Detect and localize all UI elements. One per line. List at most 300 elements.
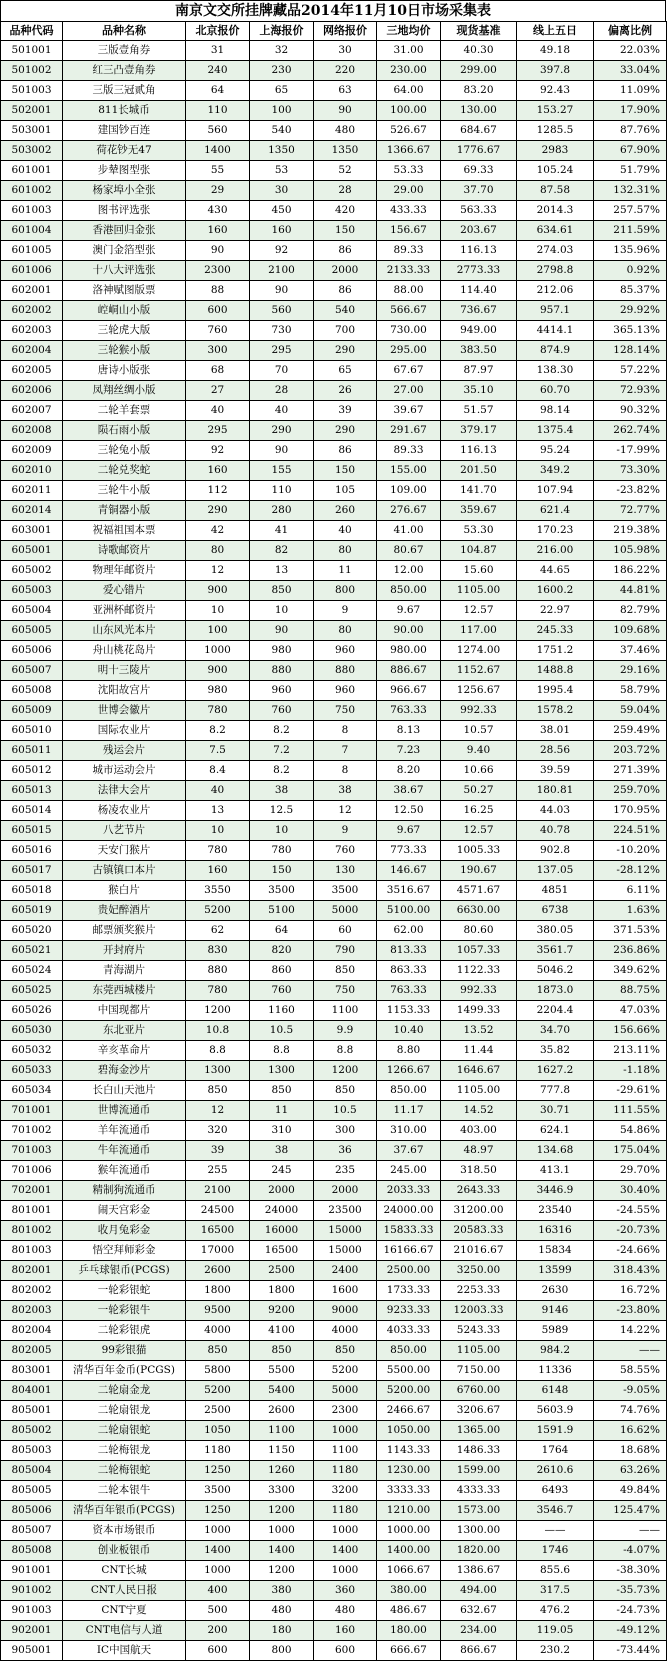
cell-deviation-ratio: 47.03% <box>594 1001 667 1021</box>
cell-spot-benchmark: 2773.33 <box>441 261 517 281</box>
table-row <box>1 1041 667 1061</box>
cell-code: 802002 <box>1 1281 63 1301</box>
cell-beijing-price: 880 <box>186 961 250 981</box>
cell-beijing-price: 980 <box>186 681 250 701</box>
cell-beijing-price: 5800 <box>186 1361 250 1381</box>
cell-name: 澳门金箔型张 <box>63 241 186 261</box>
cell-shanghai-price: 2100 <box>250 261 314 281</box>
cell-name: 世博会徽片 <box>63 701 186 721</box>
cell-average-price: 566.67 <box>377 301 441 321</box>
cell-online-price: 1180 <box>314 1501 377 1521</box>
cell-deviation-ratio: 37.46% <box>594 641 667 661</box>
cell-spot-benchmark: 83.20 <box>441 81 517 101</box>
cell-name: 二轮彩银虎 <box>63 1321 186 1341</box>
cell-beijing-price: 16500 <box>186 1221 250 1241</box>
cell-name: 乒乓球银币(PCGS) <box>63 1261 186 1281</box>
cell-deviation-ratio: 74.76% <box>594 1401 667 1421</box>
cell-beijing-price: 10.8 <box>186 1021 250 1041</box>
cell-online-five-day: 245.33 <box>517 621 594 641</box>
cell-shanghai-price: 40 <box>250 401 314 421</box>
cell-code: 605007 <box>1 661 63 681</box>
cell-beijing-price: 112 <box>186 481 250 501</box>
cell-name: 三版三冠贰角 <box>63 81 186 101</box>
cell-spot-benchmark: 632.67 <box>441 1601 517 1621</box>
table-row <box>1 441 667 461</box>
cell-deviation-ratio: -28.12% <box>594 861 667 881</box>
cell-online-price: 15000 <box>314 1241 377 1261</box>
cell-average-price: 486.67 <box>377 1601 441 1621</box>
cell-beijing-price: 68 <box>186 361 250 381</box>
cell-online-price: 850 <box>314 1081 377 1101</box>
cell-shanghai-price: 450 <box>250 201 314 221</box>
cell-code: 602003 <box>1 321 63 341</box>
cell-online-five-day: 137.05 <box>517 861 594 881</box>
cell-beijing-price: 1400 <box>186 141 250 161</box>
cell-beijing-price: 1000 <box>186 1561 250 1581</box>
cell-spot-benchmark: 50.27 <box>441 781 517 801</box>
cell-beijing-price: 39 <box>186 1141 250 1161</box>
cell-online-price: 1400 <box>314 1541 377 1561</box>
cell-average-price: 310.00 <box>377 1121 441 1141</box>
cell-online-price: 60 <box>314 921 377 941</box>
cell-code: 501002 <box>1 61 63 81</box>
cell-average-price: 12.00 <box>377 561 441 581</box>
cell-average-price: 773.33 <box>377 841 441 861</box>
cell-name: 建国钞百连 <box>63 121 186 141</box>
cell-online-five-day: 28.56 <box>517 741 594 761</box>
cell-average-price: 666.67 <box>377 1641 441 1661</box>
table-row <box>1 1401 667 1421</box>
cell-spot-benchmark: 87.97 <box>441 361 517 381</box>
cell-average-price: 11.17 <box>377 1101 441 1121</box>
cell-deviation-ratio: 14.22% <box>594 1321 667 1341</box>
cell-online-five-day: 317.5 <box>517 1581 594 1601</box>
cell-shanghai-price: 41 <box>250 521 314 541</box>
cell-online-price: 290 <box>314 421 377 441</box>
cell-code: 805002 <box>1 1421 63 1441</box>
cell-code: 805003 <box>1 1441 63 1461</box>
cell-average-price: 100.00 <box>377 101 441 121</box>
cell-online-five-day: 95.24 <box>517 441 594 461</box>
table-row <box>1 1381 667 1401</box>
cell-code: 901002 <box>1 1581 63 1601</box>
cell-name: 三轮猴小版 <box>63 341 186 361</box>
cell-deviation-ratio: 6.11% <box>594 881 667 901</box>
cell-online-five-day: 35.82 <box>517 1041 594 1061</box>
cell-spot-benchmark: 1105.00 <box>441 581 517 601</box>
cell-deviation-ratio: 22.03% <box>594 41 667 61</box>
cell-deviation-ratio: 33.04% <box>594 61 667 81</box>
cell-deviation-ratio: 29.92% <box>594 301 667 321</box>
cell-deviation-ratio: 85.37% <box>594 281 667 301</box>
cell-shanghai-price: 980 <box>250 641 314 661</box>
cell-shanghai-price: 90 <box>250 621 314 641</box>
cell-name: 东莞西城楼片 <box>63 981 186 1001</box>
cell-code: 804001 <box>1 1381 63 1401</box>
cell-beijing-price: 8.2 <box>186 721 250 741</box>
cell-code: 901003 <box>1 1601 63 1621</box>
cell-code: 805005 <box>1 1481 63 1501</box>
table-row <box>1 821 667 841</box>
cell-online-five-day: 39.59 <box>517 761 594 781</box>
cell-name: 古镇镇口本片 <box>63 861 186 881</box>
cell-name: 精制狗流通币 <box>63 1181 186 1201</box>
cell-spot-benchmark: 80.60 <box>441 921 517 941</box>
cell-spot-benchmark: 3206.67 <box>441 1401 517 1421</box>
cell-code: 605020 <box>1 921 63 941</box>
cell-average-price: 245.00 <box>377 1161 441 1181</box>
table-row <box>1 1161 667 1181</box>
cell-spot-benchmark: 2253.33 <box>441 1281 517 1301</box>
cell-deviation-ratio: 58.55% <box>594 1361 667 1381</box>
cell-beijing-price: 290 <box>186 501 250 521</box>
cell-code: 605032 <box>1 1041 63 1061</box>
cell-name: 祝福祖国本票 <box>63 521 186 541</box>
cell-online-price: 23500 <box>314 1201 377 1221</box>
cell-deviation-ratio: 125.47% <box>594 1501 667 1521</box>
table-row <box>1 301 667 321</box>
cell-online-price: 3500 <box>314 881 377 901</box>
cell-average-price: 109.00 <box>377 481 441 501</box>
cell-spot-benchmark: 48.97 <box>441 1141 517 1161</box>
table-row <box>1 341 667 361</box>
cell-average-price: 1143.33 <box>377 1441 441 1461</box>
cell-average-price: 230.00 <box>377 61 441 81</box>
table-row <box>1 221 667 241</box>
cell-average-price: 155.00 <box>377 461 441 481</box>
cell-spot-benchmark: 9.40 <box>441 741 517 761</box>
cell-spot-benchmark: 31200.00 <box>441 1201 517 1221</box>
cell-code: 605009 <box>1 701 63 721</box>
cell-deviation-ratio: -23.82% <box>594 481 667 501</box>
cell-average-price: 1153.33 <box>377 1001 441 1021</box>
cell-deviation-ratio: 170.95% <box>594 801 667 821</box>
cell-online-price: 52 <box>314 161 377 181</box>
table-row <box>1 1101 667 1121</box>
cell-beijing-price: 500 <box>186 1601 250 1621</box>
cell-online-five-day: 957.1 <box>517 301 594 321</box>
cell-online-price: 850 <box>314 961 377 981</box>
cell-shanghai-price: 13 <box>250 561 314 581</box>
cell-deviation-ratio: 1.63% <box>594 901 667 921</box>
cell-beijing-price: 780 <box>186 981 250 1001</box>
cell-online-price: 1000 <box>314 1421 377 1441</box>
cell-code: 802001 <box>1 1261 63 1281</box>
cell-deviation-ratio: 224.51% <box>594 821 667 841</box>
cell-name: 沈阳故宫片 <box>63 681 186 701</box>
cell-beijing-price: 10 <box>186 601 250 621</box>
cell-deviation-ratio: 59.04% <box>594 701 667 721</box>
cell-online-price: 220 <box>314 61 377 81</box>
cell-online-five-day: 349.2 <box>517 461 594 481</box>
table-row <box>1 1561 667 1581</box>
cell-code: 605001 <box>1 541 63 561</box>
cell-name: 三轮牛小版 <box>63 481 186 501</box>
cell-average-price: 2133.33 <box>377 261 441 281</box>
cell-deviation-ratio: 67.90% <box>594 141 667 161</box>
cell-online-price: 7 <box>314 741 377 761</box>
cell-deviation-ratio: -4.07% <box>594 1541 667 1561</box>
cell-online-five-day: 2610.6 <box>517 1461 594 1481</box>
cell-online-price: 235 <box>314 1161 377 1181</box>
cell-beijing-price: 13 <box>186 801 250 821</box>
cell-shanghai-price: 560 <box>250 301 314 321</box>
cell-code: 601004 <box>1 221 63 241</box>
cell-beijing-price: 24500 <box>186 1201 250 1221</box>
table-row <box>1 841 667 861</box>
header-code: 品种代码 <box>1 22 63 41</box>
cell-deviation-ratio: —— <box>594 1521 667 1541</box>
table-row <box>1 1421 667 1441</box>
cell-average-price: 180.00 <box>377 1621 441 1641</box>
cell-code: 701003 <box>1 1141 63 1161</box>
cell-code: 601002 <box>1 181 63 201</box>
cell-average-price: 730.00 <box>377 321 441 341</box>
cell-average-price: 16166.67 <box>377 1241 441 1261</box>
cell-name: 法律大会片 <box>63 781 186 801</box>
cell-deviation-ratio: 271.39% <box>594 761 667 781</box>
cell-code: 901001 <box>1 1561 63 1581</box>
cell-shanghai-price: 7.2 <box>250 741 314 761</box>
cell-code: 601001 <box>1 161 63 181</box>
cell-online-five-day: 60.70 <box>517 381 594 401</box>
cell-deviation-ratio: 213.11% <box>594 1041 667 1061</box>
cell-online-price: 65 <box>314 361 377 381</box>
cell-spot-benchmark: 1646.67 <box>441 1061 517 1081</box>
cell-online-price: 1200 <box>314 1061 377 1081</box>
cell-code: 701002 <box>1 1121 63 1141</box>
cell-beijing-price: 600 <box>186 301 250 321</box>
cell-online-five-day: 49.18 <box>517 41 594 61</box>
cell-beijing-price: 2600 <box>186 1261 250 1281</box>
cell-name: 三轮兔小版 <box>63 441 186 461</box>
cell-online-five-day: 4851 <box>517 881 594 901</box>
cell-online-price: 1100 <box>314 1441 377 1461</box>
cell-average-price: 9233.33 <box>377 1301 441 1321</box>
cell-online-price: 540 <box>314 301 377 321</box>
cell-online-five-day: 138.30 <box>517 361 594 381</box>
cell-online-price: 8 <box>314 761 377 781</box>
cell-code: 605018 <box>1 881 63 901</box>
cell-spot-benchmark: 21016.67 <box>441 1241 517 1261</box>
cell-name: 世博流通币 <box>63 1101 186 1121</box>
cell-online-five-day: 5046.2 <box>517 961 594 981</box>
cell-name: CNT宁夏 <box>63 1601 186 1621</box>
cell-code: 601003 <box>1 201 63 221</box>
cell-online-price: 86 <box>314 281 377 301</box>
cell-code: 605033 <box>1 1061 63 1081</box>
cell-average-price: 31.00 <box>377 41 441 61</box>
cell-online-five-day: 476.2 <box>517 1601 594 1621</box>
cell-spot-benchmark: 20583.33 <box>441 1221 517 1241</box>
cell-code: 605014 <box>1 801 63 821</box>
table-row <box>1 1221 667 1241</box>
cell-spot-benchmark: 1386.67 <box>441 1561 517 1581</box>
cell-online-price: 86 <box>314 441 377 461</box>
table-row <box>1 1481 667 1501</box>
cell-spot-benchmark: 1105.00 <box>441 1081 517 1101</box>
cell-shanghai-price: 10 <box>250 601 314 621</box>
cell-spot-benchmark: 35.10 <box>441 381 517 401</box>
cell-code: 605019 <box>1 901 63 921</box>
cell-code: 805004 <box>1 1461 63 1481</box>
cell-online-price: 880 <box>314 661 377 681</box>
table-row <box>1 1201 667 1221</box>
cell-spot-benchmark: 1256.67 <box>441 681 517 701</box>
header-name: 品种名称 <box>63 22 186 41</box>
cell-online-five-day: —— <box>517 1521 594 1541</box>
cell-spot-benchmark: 37.70 <box>441 181 517 201</box>
cell-online-five-day: 87.58 <box>517 181 594 201</box>
cell-average-price: 41.00 <box>377 521 441 541</box>
cell-name: 长白山天池片 <box>63 1081 186 1101</box>
price-table <box>0 21 667 1661</box>
cell-beijing-price: 1180 <box>186 1441 250 1461</box>
cell-average-price: 2500.00 <box>377 1261 441 1281</box>
cell-spot-benchmark: 949.00 <box>441 321 517 341</box>
table-row <box>1 701 667 721</box>
cell-spot-benchmark: 3250.00 <box>441 1261 517 1281</box>
cell-code: 605017 <box>1 861 63 881</box>
table-row <box>1 1181 667 1201</box>
cell-beijing-price: 5200 <box>186 901 250 921</box>
cell-online-price: 5000 <box>314 901 377 921</box>
cell-spot-benchmark: 379.17 <box>441 421 517 441</box>
cell-spot-benchmark: 201.50 <box>441 461 517 481</box>
cell-online-price: 26 <box>314 381 377 401</box>
cell-name: 青海湖片 <box>63 961 186 981</box>
cell-online-price: 2000 <box>314 1181 377 1201</box>
cell-average-price: 1366.67 <box>377 141 441 161</box>
cell-online-price: 790 <box>314 941 377 961</box>
cell-spot-benchmark: 1274.00 <box>441 641 517 661</box>
cell-code: 502001 <box>1 101 63 121</box>
cell-online-five-day: 44.65 <box>517 561 594 581</box>
cell-shanghai-price: 90 <box>250 441 314 461</box>
cell-name: 二轮兑奖蛇 <box>63 461 186 481</box>
cell-code: 605013 <box>1 781 63 801</box>
cell-deviation-ratio: -49.12% <box>594 1621 667 1641</box>
cell-name: 诗歌邮资片 <box>63 541 186 561</box>
cell-shanghai-price: 480 <box>250 1601 314 1621</box>
cell-shanghai-price: 880 <box>250 661 314 681</box>
cell-spot-benchmark: 684.67 <box>441 121 517 141</box>
cell-spot-benchmark: 563.33 <box>441 201 517 221</box>
cell-name: 物理年邮资片 <box>63 561 186 581</box>
cell-name: 一轮彩银牛 <box>63 1301 186 1321</box>
cell-online-price: 960 <box>314 641 377 661</box>
cell-name: 牛年流通币 <box>63 1141 186 1161</box>
table-row <box>1 1501 667 1521</box>
table-row <box>1 501 667 521</box>
cell-name: 闹天宫彩金 <box>63 1201 186 1221</box>
cell-shanghai-price: 155 <box>250 461 314 481</box>
cell-deviation-ratio: 186.22% <box>594 561 667 581</box>
cell-online-price: 30 <box>314 41 377 61</box>
cell-deviation-ratio: 365.13% <box>594 321 667 341</box>
cell-name: 陨石雨小版 <box>63 421 186 441</box>
cell-online-five-day: 30.71 <box>517 1101 594 1121</box>
cell-shanghai-price: 760 <box>250 981 314 1001</box>
table-row <box>1 281 667 301</box>
table-row <box>1 61 667 81</box>
header-shanghai-price: 上海报价 <box>250 22 314 41</box>
cell-spot-benchmark: 12003.33 <box>441 1301 517 1321</box>
cell-shanghai-price: 9200 <box>250 1301 314 1321</box>
cell-deviation-ratio: -38.30% <box>594 1561 667 1581</box>
cell-average-price: 156.67 <box>377 221 441 241</box>
cell-shanghai-price: 8.2 <box>250 721 314 741</box>
cell-code: 802004 <box>1 1321 63 1341</box>
cell-beijing-price: 55 <box>186 161 250 181</box>
cell-average-price: 886.67 <box>377 661 441 681</box>
cell-spot-benchmark: 6630.00 <box>441 901 517 921</box>
cell-code: 602009 <box>1 441 63 461</box>
cell-shanghai-price: 1200 <box>250 1501 314 1521</box>
cell-online-five-day: 98.14 <box>517 401 594 421</box>
cell-online-price: 750 <box>314 981 377 1001</box>
cell-online-five-day: 2014.3 <box>517 201 594 221</box>
cell-shanghai-price: 310 <box>250 1121 314 1141</box>
cell-name: 开封府片 <box>63 941 186 961</box>
cell-beijing-price: 780 <box>186 701 250 721</box>
cell-online-price: 160 <box>314 1621 377 1641</box>
cell-beijing-price: 160 <box>186 461 250 481</box>
cell-name: 邮票颁奖猴片 <box>63 921 186 941</box>
cell-beijing-price: 160 <box>186 861 250 881</box>
cell-beijing-price: 1250 <box>186 1501 250 1521</box>
cell-shanghai-price: 28 <box>250 381 314 401</box>
table-row <box>1 941 667 961</box>
cell-average-price: 3516.67 <box>377 881 441 901</box>
cell-shanghai-price: 850 <box>250 1341 314 1361</box>
cell-deviation-ratio: 73.30% <box>594 461 667 481</box>
cell-deviation-ratio: 17.90% <box>594 101 667 121</box>
cell-shanghai-price: 5400 <box>250 1381 314 1401</box>
table-row <box>1 1081 667 1101</box>
header-beijing-price: 北京报价 <box>186 22 250 41</box>
cell-spot-benchmark: 12.57 <box>441 821 517 841</box>
cell-shanghai-price: 230 <box>250 61 314 81</box>
header-deviation-ratio: 偏离比例 <box>594 22 667 41</box>
cell-spot-benchmark: 10.57 <box>441 721 517 741</box>
cell-code: 902001 <box>1 1621 63 1641</box>
cell-spot-benchmark: 1105.00 <box>441 1341 517 1361</box>
table-row <box>1 761 667 781</box>
cell-name: 杨凌农业片 <box>63 801 186 821</box>
table-row <box>1 161 667 181</box>
cell-deviation-ratio: 16.62% <box>594 1421 667 1441</box>
cell-name: 辛亥革命片 <box>63 1041 186 1061</box>
cell-name: 残运会片 <box>63 741 186 761</box>
cell-name: 创业板银币 <box>63 1541 186 1561</box>
cell-online-five-day: 134.68 <box>517 1141 594 1161</box>
cell-shanghai-price: 16500 <box>250 1241 314 1261</box>
cell-beijing-price: 1400 <box>186 1541 250 1561</box>
cell-beijing-price: 255 <box>186 1161 250 1181</box>
cell-online-five-day: 230.2 <box>517 1641 594 1661</box>
cell-name: 崆峒山小版 <box>63 301 186 321</box>
cell-online-five-day: 1285.5 <box>517 121 594 141</box>
cell-beijing-price: 42 <box>186 521 250 541</box>
cell-code: 605010 <box>1 721 63 741</box>
cell-code: 605024 <box>1 961 63 981</box>
cell-deviation-ratio: 63.26% <box>594 1461 667 1481</box>
table-row <box>1 81 667 101</box>
cell-beijing-price: 295 <box>186 421 250 441</box>
cell-deviation-ratio: 51.79% <box>594 161 667 181</box>
cell-shanghai-price: 245 <box>250 1161 314 1181</box>
